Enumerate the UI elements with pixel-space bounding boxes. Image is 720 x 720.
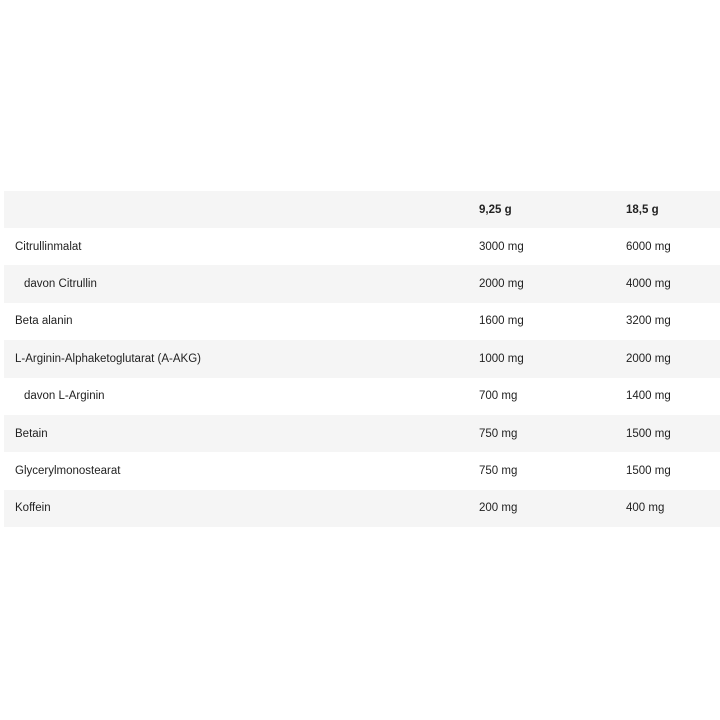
nutrition-table-container [4,191,720,527]
amount-serving-2: 2000 mg [626,352,671,365]
ingredient-name: Beta alanin [15,315,73,328]
ingredient-name: davon L-Arginin [24,390,105,403]
ingredient-name: Betain [15,427,48,440]
table-row [4,415,720,452]
table-row [4,303,720,340]
header-serving-2: 18,5 g [626,203,659,216]
amount-serving-1: 700 mg [479,390,518,403]
table-row [4,228,720,265]
amount-serving-2: 3200 mg [626,315,671,328]
ingredient-name: Koffein [15,502,51,515]
amount-serving-2: 400 mg [626,502,665,515]
table-row [4,378,720,415]
ingredient-name: Citrullinmalat [15,240,82,253]
table-row [4,340,720,377]
amount-serving-2: 1500 mg [626,465,671,478]
amount-serving-1: 1000 mg [479,352,524,365]
ingredient-name: Glycerylmonostearat [15,465,121,478]
nutrition-table [4,191,720,527]
header-name-cell [4,191,479,228]
amount-serving-1: 750 mg [479,427,518,440]
amount-serving-2: 1500 mg [626,427,671,440]
amount-serving-1: 3000 mg [479,240,524,253]
ingredient-name: davon Citrullin [24,278,97,291]
amount-serving-1: 1600 mg [479,315,524,328]
table-header-row [4,191,720,228]
header-serving-1: 9,25 g [479,203,512,216]
amount-serving-1: 2000 mg [479,278,524,291]
amount-serving-1: 200 mg [479,502,518,515]
table-row [4,265,720,302]
amount-serving-2: 4000 mg [626,278,671,291]
ingredient-name: L-Arginin-Alphaketoglutarat (A-AKG) [15,352,201,365]
table-row [4,490,720,527]
amount-serving-2: 1400 mg [626,390,671,403]
amount-serving-2: 6000 mg [626,240,671,253]
amount-serving-1: 750 mg [479,465,518,478]
table-row [4,452,720,489]
